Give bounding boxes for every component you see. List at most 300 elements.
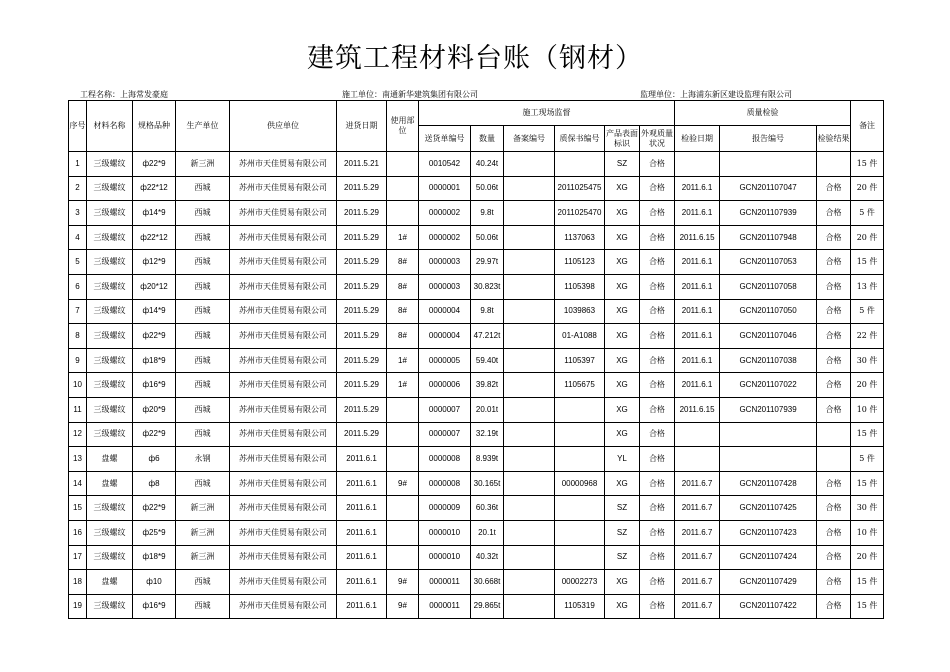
cell-warranty-no xyxy=(555,520,605,545)
header-appearance: 外观质量状况 xyxy=(640,126,675,152)
cell-test-date: 2011.6.7 xyxy=(675,594,720,619)
cell-supplier: 苏州市天佳贸易有限公司 xyxy=(230,422,337,447)
cell-supplier: 苏州市天佳贸易有限公司 xyxy=(230,324,337,349)
cell-producer: 西城 xyxy=(176,348,230,373)
cell-record-no xyxy=(504,299,555,324)
cell-seq: 7 xyxy=(69,299,87,324)
cell-appearance: 合格 xyxy=(640,594,675,619)
cell-quantity: 47.212t xyxy=(471,324,504,349)
cell-supplier: 苏州市天佳贸易有限公司 xyxy=(230,250,337,275)
table-row xyxy=(69,545,884,570)
cell-seq: 12 xyxy=(69,422,87,447)
cell-date: 2011.5.29 xyxy=(337,176,387,201)
cell-supplier: 苏州市天佳贸易有限公司 xyxy=(230,176,337,201)
header-report-no: 报告编号 xyxy=(720,126,817,152)
cell-date: 2011.5.29 xyxy=(337,422,387,447)
cell-part xyxy=(387,176,419,201)
cell-date: 2011.5.29 xyxy=(337,373,387,398)
cell-report-no: GCN201107428 xyxy=(720,471,817,496)
cell-material: 三级螺纹 xyxy=(87,299,133,324)
cell-seq: 16 xyxy=(69,520,87,545)
cell-product-mark: XG xyxy=(605,201,640,226)
cell-appearance: 合格 xyxy=(640,570,675,595)
cell-record-no xyxy=(504,570,555,595)
cell-quantity: 50.06t xyxy=(471,176,504,201)
cell-material: 三级螺纹 xyxy=(87,545,133,570)
cell-supplier: 苏州市天佳贸易有限公司 xyxy=(230,447,337,472)
cell-seq: 5 xyxy=(69,250,87,275)
cell-record-no xyxy=(504,250,555,275)
header-producer: 生产单位 xyxy=(176,101,230,152)
page-title: 建筑工程材料台账（钢材） xyxy=(307,43,643,74)
cell-seq: 3 xyxy=(69,201,87,226)
cell-product-mark: XG xyxy=(605,250,640,275)
cell-part: 1# xyxy=(387,225,419,250)
cell-warranty-no: 2011025475 xyxy=(555,176,605,201)
cell-test-date xyxy=(675,422,720,447)
cell-test-result xyxy=(817,152,851,177)
cell-record-no xyxy=(504,545,555,570)
cell-spec: ф22*12 xyxy=(133,176,176,201)
cell-warranty-no: 1039863 xyxy=(555,299,605,324)
cell-warranty-no: 1105319 xyxy=(555,594,605,619)
cell-record-no xyxy=(504,422,555,447)
cell-warranty-no xyxy=(555,422,605,447)
cell-date: 2011.5.29 xyxy=(337,324,387,349)
cell-date: 2011.5.21 xyxy=(337,152,387,177)
table-row xyxy=(69,299,884,324)
cell-delivery-no: 0000009 xyxy=(419,496,471,521)
cell-producer: 西城 xyxy=(176,373,230,398)
cell-spec: ф22*9 xyxy=(133,496,176,521)
cell-report-no: GCN201107948 xyxy=(720,225,817,250)
cell-seq: 1 xyxy=(69,152,87,177)
cell-test-result: 合格 xyxy=(817,274,851,299)
cell-quantity: 39.82t xyxy=(471,373,504,398)
cell-material: 三级螺纹 xyxy=(87,152,133,177)
cell-appearance: 合格 xyxy=(640,152,675,177)
cell-record-no xyxy=(504,373,555,398)
cell-delivery-no: 0000007 xyxy=(419,422,471,447)
supervisor-name: 监理单位：上海浦东新区建设监理有限公司 xyxy=(640,90,792,99)
cell-delivery-no: 0000003 xyxy=(419,274,471,299)
cell-material: 盘螺 xyxy=(87,471,133,496)
table-row xyxy=(69,250,884,275)
cell-material: 盘螺 xyxy=(87,570,133,595)
cell-appearance: 合格 xyxy=(640,373,675,398)
cell-test-date: 2011.6.7 xyxy=(675,520,720,545)
cell-delivery-no: 0000004 xyxy=(419,324,471,349)
cell-material: 三级螺纹 xyxy=(87,520,133,545)
cell-product-mark: XG xyxy=(605,570,640,595)
cell-date: 2011.5.29 xyxy=(337,274,387,299)
cell-seq: 14 xyxy=(69,471,87,496)
cell-delivery-no: 0000001 xyxy=(419,176,471,201)
cell-appearance: 合格 xyxy=(640,250,675,275)
cell-part xyxy=(387,520,419,545)
cell-test-result: 合格 xyxy=(817,520,851,545)
cell-supplier: 苏州市天佳贸易有限公司 xyxy=(230,299,337,324)
cell-producer: 西城 xyxy=(176,594,230,619)
cell-record-no xyxy=(504,324,555,349)
cell-quantity: 29.865t xyxy=(471,594,504,619)
cell-warranty-no: 1105398 xyxy=(555,274,605,299)
cell-report-no: GCN201107939 xyxy=(720,397,817,422)
table-row xyxy=(69,225,884,250)
header-seq: 序号 xyxy=(69,101,87,152)
cell-material: 三级螺纹 xyxy=(87,274,133,299)
cell-appearance: 合格 xyxy=(640,225,675,250)
cell-product-mark: SZ xyxy=(605,152,640,177)
cell-part: 8# xyxy=(387,250,419,275)
cell-quantity: 30.668t xyxy=(471,570,504,595)
cell-material: 三级螺纹 xyxy=(87,397,133,422)
contractor-name: 施工单位：南通新华建筑集团有限公司 xyxy=(342,90,478,99)
table-row xyxy=(69,447,884,472)
cell-remark: 15 件 xyxy=(851,594,884,619)
cell-report-no: GCN201107050 xyxy=(720,299,817,324)
cell-report-no: GCN201107425 xyxy=(720,496,817,521)
cell-delivery-no: 0000008 xyxy=(419,447,471,472)
cell-report-no: GCN201107429 xyxy=(720,570,817,595)
cell-report-no: GCN201107038 xyxy=(720,348,817,373)
cell-product-mark: XG xyxy=(605,274,640,299)
cell-spec: ф8 xyxy=(133,471,176,496)
cell-delivery-no: 0000011 xyxy=(419,594,471,619)
table-row xyxy=(69,471,884,496)
cell-test-date: 2011.6.1 xyxy=(675,373,720,398)
cell-product-mark: YL xyxy=(605,447,640,472)
cell-appearance: 合格 xyxy=(640,471,675,496)
cell-producer: 新三洲 xyxy=(176,152,230,177)
cell-seq: 11 xyxy=(69,397,87,422)
cell-record-no xyxy=(504,520,555,545)
cell-supplier: 苏州市天佳贸易有限公司 xyxy=(230,545,337,570)
cell-date: 2011.6.1 xyxy=(337,594,387,619)
cell-date: 2011.5.29 xyxy=(337,299,387,324)
table-row xyxy=(69,324,884,349)
cell-appearance: 合格 xyxy=(640,520,675,545)
cell-part: 9# xyxy=(387,594,419,619)
header-quality-group: 质量检验 xyxy=(675,101,851,126)
cell-remark: 20 件 xyxy=(851,176,884,201)
cell-part xyxy=(387,496,419,521)
cell-warranty-no: 1137063 xyxy=(555,225,605,250)
cell-seq: 17 xyxy=(69,545,87,570)
cell-seq: 6 xyxy=(69,274,87,299)
cell-test-result: 合格 xyxy=(817,225,851,250)
cell-supplier: 苏州市天佳贸易有限公司 xyxy=(230,570,337,595)
cell-quantity: 9.8t xyxy=(471,299,504,324)
cell-quantity: 60.36t xyxy=(471,496,504,521)
cell-test-date: 2011.6.1 xyxy=(675,324,720,349)
cell-part: 8# xyxy=(387,299,419,324)
header-spec: 规格品种 xyxy=(133,101,176,152)
cell-supplier: 苏州市天佳贸易有限公司 xyxy=(230,348,337,373)
cell-report-no: GCN201107046 xyxy=(720,324,817,349)
cell-delivery-no: 0000010 xyxy=(419,545,471,570)
cell-report-no: GCN201107047 xyxy=(720,176,817,201)
cell-material: 三级螺纹 xyxy=(87,496,133,521)
cell-remark: 15 件 xyxy=(851,422,884,447)
cell-supplier: 苏州市天佳贸易有限公司 xyxy=(230,152,337,177)
cell-part: 1# xyxy=(387,373,419,398)
cell-delivery-no: 0000005 xyxy=(419,348,471,373)
cell-remark: 22 件 xyxy=(851,324,884,349)
cell-remark: 5 件 xyxy=(851,201,884,226)
cell-test-date xyxy=(675,152,720,177)
cell-date: 2011.5.29 xyxy=(337,348,387,373)
material-ledger-table xyxy=(68,100,884,619)
cell-spec: ф22*9 xyxy=(133,324,176,349)
table-row xyxy=(69,176,884,201)
header-remark: 备注 xyxy=(851,101,884,152)
cell-spec: ф14*9 xyxy=(133,201,176,226)
cell-quantity: 8.939t xyxy=(471,447,504,472)
cell-producer: 新三洲 xyxy=(176,545,230,570)
cell-test-result: 合格 xyxy=(817,545,851,570)
cell-seq: 13 xyxy=(69,447,87,472)
header-date-in: 进货日期 xyxy=(337,101,387,152)
header-delivery-no: 送货单编号 xyxy=(419,126,471,152)
cell-product-mark: SZ xyxy=(605,520,640,545)
cell-producer: 西城 xyxy=(176,201,230,226)
cell-warranty-no: 01-A1088 xyxy=(555,324,605,349)
cell-material: 三级螺纹 xyxy=(87,201,133,226)
cell-quantity: 9.8t xyxy=(471,201,504,226)
cell-record-no xyxy=(504,471,555,496)
cell-material: 三级螺纹 xyxy=(87,225,133,250)
cell-seq: 4 xyxy=(69,225,87,250)
cell-remark: 10 件 xyxy=(851,520,884,545)
cell-record-no xyxy=(504,348,555,373)
cell-test-result: 合格 xyxy=(817,176,851,201)
cell-supplier: 苏州市天佳贸易有限公司 xyxy=(230,225,337,250)
cell-warranty-no: 00002273 xyxy=(555,570,605,595)
cell-supplier: 苏州市天佳贸易有限公司 xyxy=(230,520,337,545)
cell-seq: 8 xyxy=(69,324,87,349)
cell-test-result: 合格 xyxy=(817,373,851,398)
cell-product-mark: XG xyxy=(605,348,640,373)
cell-supplier: 苏州市天佳贸易有限公司 xyxy=(230,594,337,619)
cell-test-result: 合格 xyxy=(817,397,851,422)
cell-test-date xyxy=(675,447,720,472)
header-quantity: 数量 xyxy=(471,126,504,152)
cell-appearance: 合格 xyxy=(640,545,675,570)
cell-warranty-no: 00000968 xyxy=(555,471,605,496)
header-test-date: 检验日期 xyxy=(675,126,720,152)
cell-spec: ф18*9 xyxy=(133,348,176,373)
cell-delivery-no: 0000008 xyxy=(419,471,471,496)
cell-test-result: 合格 xyxy=(817,201,851,226)
cell-remark: 20 件 xyxy=(851,373,884,398)
table-row xyxy=(69,348,884,373)
cell-test-result: 合格 xyxy=(817,570,851,595)
cell-spec: ф16*9 xyxy=(133,594,176,619)
cell-date: 2011.6.1 xyxy=(337,545,387,570)
cell-remark: 15 件 xyxy=(851,152,884,177)
cell-record-no xyxy=(504,594,555,619)
header-supplier: 供应单位 xyxy=(230,101,337,152)
table-row xyxy=(69,496,884,521)
cell-remark: 15 件 xyxy=(851,570,884,595)
cell-remark: 5 件 xyxy=(851,447,884,472)
cell-date: 2011.5.29 xyxy=(337,250,387,275)
table-row xyxy=(69,397,884,422)
cell-part: 9# xyxy=(387,570,419,595)
cell-part: 9# xyxy=(387,471,419,496)
cell-part xyxy=(387,152,419,177)
cell-appearance: 合格 xyxy=(640,176,675,201)
cell-remark: 13 件 xyxy=(851,274,884,299)
cell-producer: 新三洲 xyxy=(176,520,230,545)
cell-date: 2011.6.1 xyxy=(337,520,387,545)
cell-record-no xyxy=(504,397,555,422)
cell-test-date: 2011.6.1 xyxy=(675,299,720,324)
cell-date: 2011.5.29 xyxy=(337,225,387,250)
cell-product-mark: SZ xyxy=(605,496,640,521)
cell-supplier: 苏州市天佳贸易有限公司 xyxy=(230,201,337,226)
header-part: 使用部位 xyxy=(387,101,419,152)
cell-spec: ф22*12 xyxy=(133,225,176,250)
cell-warranty-no: 1105397 xyxy=(555,348,605,373)
header-site-group: 施工现场监督 xyxy=(419,101,675,126)
cell-seq: 18 xyxy=(69,570,87,595)
cell-delivery-no: 0000002 xyxy=(419,201,471,226)
cell-test-result: 合格 xyxy=(817,594,851,619)
cell-test-date: 2011.6.7 xyxy=(675,545,720,570)
cell-producer: 新三洲 xyxy=(176,496,230,521)
cell-spec: ф18*9 xyxy=(133,545,176,570)
cell-part xyxy=(387,201,419,226)
cell-spec: ф25*9 xyxy=(133,520,176,545)
cell-material: 三级螺纹 xyxy=(87,422,133,447)
cell-spec: ф6 xyxy=(133,447,176,472)
cell-product-mark: XG xyxy=(605,594,640,619)
cell-quantity: 40.32t xyxy=(471,545,504,570)
cell-delivery-no: 0000007 xyxy=(419,397,471,422)
cell-remark: 30 件 xyxy=(851,496,884,521)
cell-appearance: 合格 xyxy=(640,496,675,521)
cell-report-no: GCN201107939 xyxy=(720,201,817,226)
cell-test-result: 合格 xyxy=(817,324,851,349)
table-row xyxy=(69,201,884,226)
cell-product-mark: XG xyxy=(605,299,640,324)
cell-product-mark: XG xyxy=(605,176,640,201)
cell-test-date: 2011.6.7 xyxy=(675,471,720,496)
cell-record-no xyxy=(504,274,555,299)
cell-product-mark: XG xyxy=(605,471,640,496)
cell-test-date: 2011.6.1 xyxy=(675,176,720,201)
cell-report-no xyxy=(720,447,817,472)
cell-delivery-no: 0000003 xyxy=(419,250,471,275)
cell-material: 三级螺纹 xyxy=(87,594,133,619)
cell-record-no xyxy=(504,152,555,177)
cell-record-no xyxy=(504,496,555,521)
cell-appearance: 合格 xyxy=(640,422,675,447)
cell-seq: 19 xyxy=(69,594,87,619)
cell-remark: 20 件 xyxy=(851,225,884,250)
cell-appearance: 合格 xyxy=(640,274,675,299)
cell-remark: 5 件 xyxy=(851,299,884,324)
cell-product-mark: XG xyxy=(605,373,640,398)
cell-spec: ф12*9 xyxy=(133,250,176,275)
table-row xyxy=(69,152,884,177)
cell-product-mark: XG xyxy=(605,324,640,349)
cell-report-no: GCN201107423 xyxy=(720,520,817,545)
cell-quantity: 29.97t xyxy=(471,250,504,275)
cell-quantity: 40.24t xyxy=(471,152,504,177)
cell-warranty-no: 1105675 xyxy=(555,373,605,398)
cell-quantity: 20.1t xyxy=(471,520,504,545)
cell-warranty-no: 1105123 xyxy=(555,250,605,275)
cell-quantity: 32.19t xyxy=(471,422,504,447)
cell-warranty-no xyxy=(555,496,605,521)
cell-date: 2011.6.1 xyxy=(337,471,387,496)
cell-appearance: 合格 xyxy=(640,397,675,422)
cell-test-result: 合格 xyxy=(817,250,851,275)
cell-test-result xyxy=(817,447,851,472)
header-warranty-no: 质保书编号 xyxy=(555,126,605,152)
cell-warranty-no xyxy=(555,545,605,570)
cell-date: 2011.6.1 xyxy=(337,496,387,521)
cell-material: 三级螺纹 xyxy=(87,348,133,373)
header-product-mark: 产品表面标识 xyxy=(605,126,640,152)
cell-test-date: 2011.6.1 xyxy=(675,201,720,226)
cell-supplier: 苏州市天佳贸易有限公司 xyxy=(230,397,337,422)
cell-part xyxy=(387,422,419,447)
cell-quantity: 50.06t xyxy=(471,225,504,250)
cell-delivery-no: 0000004 xyxy=(419,299,471,324)
cell-report-no xyxy=(720,422,817,447)
cell-remark: 20 件 xyxy=(851,545,884,570)
cell-producer: 西城 xyxy=(176,471,230,496)
cell-seq: 15 xyxy=(69,496,87,521)
cell-remark: 30 件 xyxy=(851,348,884,373)
cell-remark: 15 件 xyxy=(851,471,884,496)
cell-record-no xyxy=(504,201,555,226)
cell-seq: 10 xyxy=(69,373,87,398)
cell-producer: 西城 xyxy=(176,299,230,324)
cell-supplier: 苏州市天佳贸易有限公司 xyxy=(230,274,337,299)
cell-spec: ф22*9 xyxy=(133,152,176,177)
cell-record-no xyxy=(504,176,555,201)
cell-appearance: 合格 xyxy=(640,201,675,226)
cell-test-date: 2011.6.15 xyxy=(675,225,720,250)
header-record-no: 备案编号 xyxy=(504,126,555,152)
cell-seq: 2 xyxy=(69,176,87,201)
cell-appearance: 合格 xyxy=(640,299,675,324)
cell-supplier: 苏州市天佳贸易有限公司 xyxy=(230,373,337,398)
cell-quantity: 30.165t xyxy=(471,471,504,496)
cell-appearance: 合格 xyxy=(640,447,675,472)
cell-report-no: GCN201107022 xyxy=(720,373,817,398)
cell-material: 三级螺纹 xyxy=(87,373,133,398)
cell-seq: 9 xyxy=(69,348,87,373)
cell-date: 2011.6.1 xyxy=(337,570,387,595)
cell-report-no: GCN201107424 xyxy=(720,545,817,570)
cell-warranty-no xyxy=(555,397,605,422)
cell-supplier: 苏州市天佳贸易有限公司 xyxy=(230,496,337,521)
table-row xyxy=(69,373,884,398)
header-row-1 xyxy=(69,101,884,126)
cell-quantity: 30.823t xyxy=(471,274,504,299)
cell-test-result: 合格 xyxy=(817,496,851,521)
cell-producer: 西城 xyxy=(176,397,230,422)
cell-test-date: 2011.6.7 xyxy=(675,570,720,595)
cell-product-mark: XG xyxy=(605,225,640,250)
cell-producer: 西城 xyxy=(176,225,230,250)
